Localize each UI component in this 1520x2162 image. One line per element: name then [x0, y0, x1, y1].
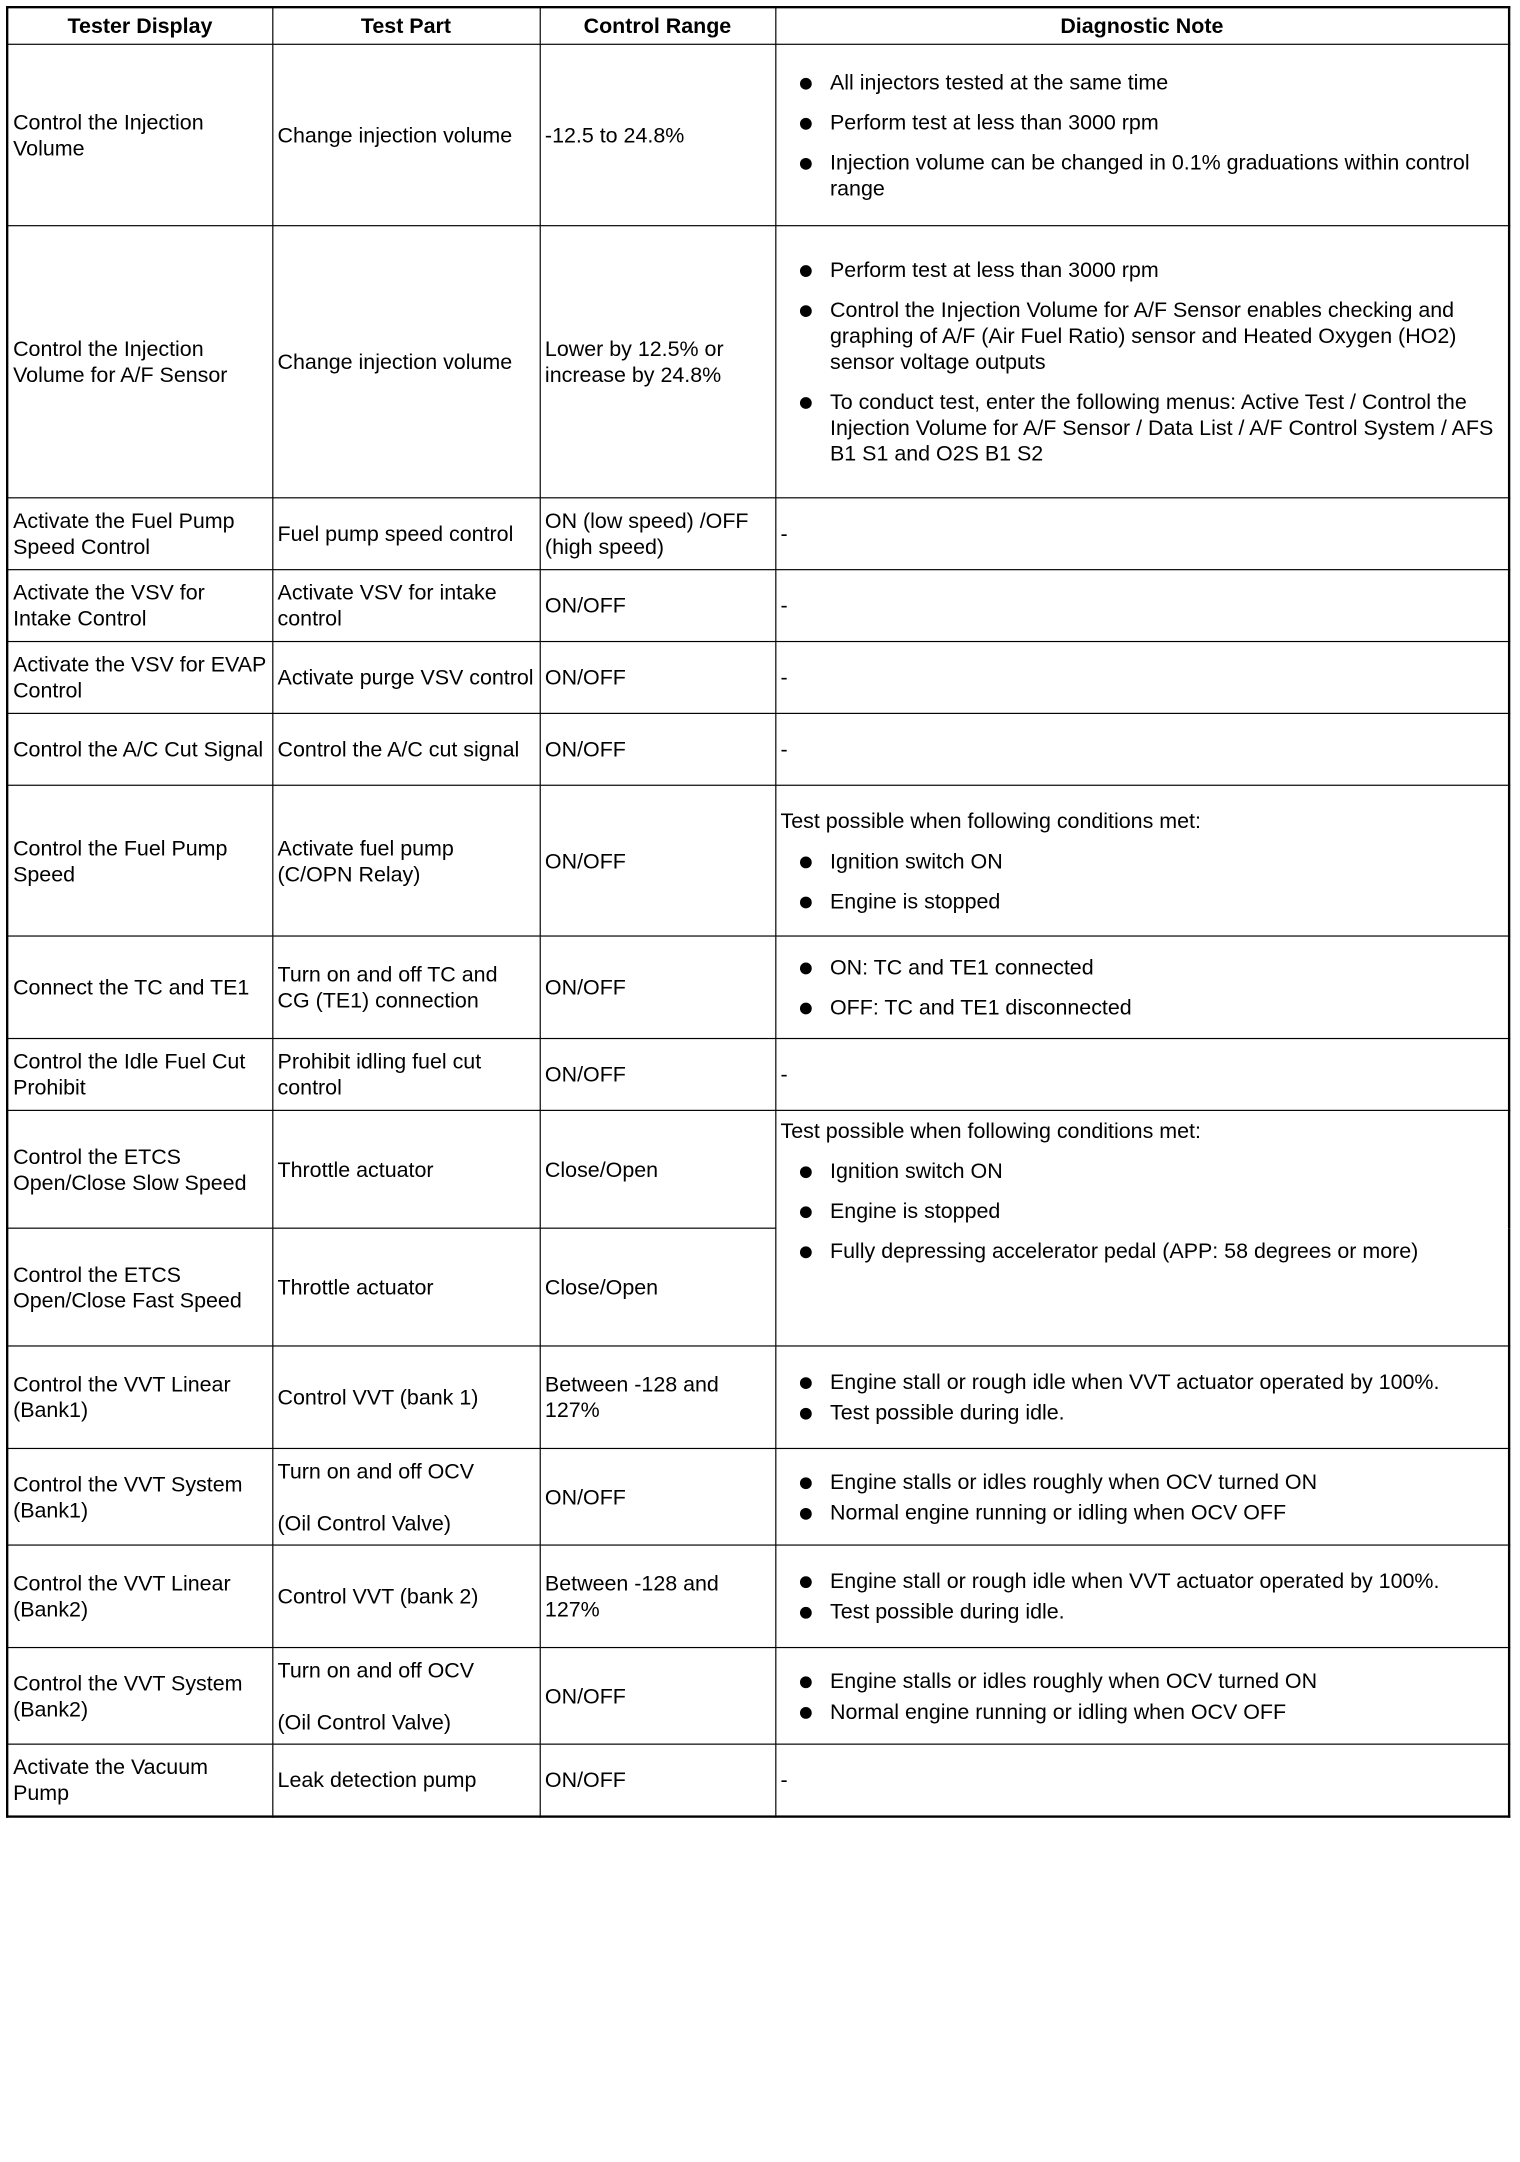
test-part-cell: Activate VSV for intake control [272, 570, 539, 642]
tester-display-cell: Control the Injection Volume [7, 44, 272, 225]
note-item: Engine is stopped [781, 888, 1504, 914]
test-part-cell: Prohibit idling fuel cut control [272, 1039, 539, 1111]
test-part-cell: Control VVT (bank 2) [272, 1545, 539, 1647]
tester-display-cell: Activate the Vacuum Pump [7, 1744, 272, 1816]
note-item: Fully depressing accelerator pedal (APP: 58 degrees or more) [781, 1238, 1504, 1264]
table-row [7, 713, 1509, 785]
note-item: Engine stalls or idles roughly when OCV turned ON [781, 1668, 1504, 1694]
diagnostic-note-cell [775, 1648, 1509, 1745]
table-row [7, 44, 1509, 225]
test-part-line: Turn on and off OCV [277, 1459, 475, 1483]
note-item: Ignition switch ON [781, 1158, 1504, 1184]
control-range-cell: Lower by 12.5% or increase by 24.8% [540, 226, 776, 498]
test-part-cell [272, 1448, 539, 1545]
table-row [7, 570, 1509, 642]
table-row [7, 1346, 1509, 1448]
note-list [781, 69, 1504, 201]
table-row [7, 642, 1509, 714]
note-item: Test possible during idle. [781, 1400, 1504, 1426]
table-row [7, 226, 1509, 498]
diagnostic-note-cell [775, 785, 1509, 936]
note-item: Engine is stopped [781, 1198, 1504, 1224]
note-item: OFF: TC and TE1 disconnected [781, 994, 1504, 1020]
test-part-line: Turn on and off OCV [277, 1658, 475, 1682]
tester-display-cell: Activate the VSV for Intake Control [7, 570, 272, 642]
tester-display-cell: Control the VVT Linear (Bank2) [7, 1545, 272, 1647]
table-row [7, 1110, 1509, 1228]
diagnostic-note-cell [775, 1346, 1509, 1448]
note-item: ON: TC and TE1 connected [781, 954, 1504, 980]
active-test-table-page [6, 6, 1520, 2162]
control-range-cell: ON/OFF [540, 936, 776, 1038]
table-row [7, 936, 1509, 1038]
table-row [7, 1039, 1509, 1111]
test-part-cell: Activate purge VSV control [272, 642, 539, 714]
control-range-cell: Close/Open [540, 1228, 776, 1346]
tester-display-cell: Control the Idle Fuel Cut Prohibit [7, 1039, 272, 1111]
note-item: All injectors tested at the same time [781, 69, 1504, 95]
note-item: Normal engine running or idling when OCV OFF [781, 1499, 1504, 1525]
note-list [781, 1369, 1504, 1426]
header-tester-display: Tester Display [7, 7, 272, 44]
test-part-cell: Fuel pump speed control [272, 498, 539, 570]
diagnostic-note-cell [775, 226, 1509, 498]
test-part-cell: Control the A/C cut signal [272, 713, 539, 785]
header-test-part: Test Part [272, 7, 539, 44]
tester-display-cell: Control the Fuel Pump Speed [7, 785, 272, 936]
note-item: Normal engine running or idling when OCV OFF [781, 1698, 1504, 1724]
note-item: To conduct test, enter the following menus: Active Test / Control the Injection Volume for A/F Sensor / Data List / A/F Control System / AFS B1 S1 and O2S B1 S2 [781, 389, 1504, 467]
control-range-cell: ON/OFF [540, 713, 776, 785]
tester-display-cell: Control the VVT System (Bank1) [7, 1448, 272, 1545]
note-intro: Test possible when following conditions met: [780, 808, 1201, 833]
test-part-cell: Turn on and off TC and CG (TE1) connection [272, 936, 539, 1038]
tester-display-cell: Control the ETCS Open/Close Slow Speed [7, 1110, 272, 1228]
control-range-cell: ON/OFF [540, 1648, 776, 1745]
table-row [7, 1448, 1509, 1545]
test-part-cell: Control VVT (bank 1) [272, 1346, 539, 1448]
control-range-cell: ON/OFF [540, 785, 776, 936]
test-part-cell: Activate fuel pump (C/OPN Relay) [272, 785, 539, 936]
note-list [781, 1468, 1504, 1525]
note-item: Control the Injection Volume for A/F Sensor enables checking and graphing of A/F (Air Fuel Ratio) sensor and Heated Oxygen (HO2) sensor voltage outputs [781, 297, 1504, 375]
tester-display-cell: Control the A/C Cut Signal [7, 713, 272, 785]
note-list [781, 848, 1504, 914]
test-part-cell: Change injection volume [272, 44, 539, 225]
control-range-cell: Close/Open [540, 1110, 776, 1228]
diagnostic-note-cell: - [775, 713, 1509, 785]
test-part-cell: Leak detection pump [272, 1744, 539, 1816]
note-item: Engine stall or rough idle when VVT actuator operated by 100%. [781, 1369, 1504, 1395]
tester-display-cell: Control the VVT Linear (Bank1) [7, 1346, 272, 1448]
test-part-cell [272, 1648, 539, 1745]
header-control-range: Control Range [540, 7, 776, 44]
tester-display-cell: Control the ETCS Open/Close Fast Speed [7, 1228, 272, 1346]
note-item: Injection volume can be changed in 0.1% graduations within control range [781, 149, 1504, 201]
control-range-cell: ON/OFF [540, 642, 776, 714]
tester-display-cell: Activate the Fuel Pump Speed Control [7, 498, 272, 570]
note-list [781, 1158, 1504, 1264]
control-range-cell: ON/OFF [540, 570, 776, 642]
diagnostic-note-cell: - [775, 642, 1509, 714]
test-part-line: (Oil Control Valve) [277, 1709, 451, 1734]
table-row [7, 1648, 1509, 1745]
control-range-cell: Between -128 and 127% [540, 1545, 776, 1647]
tester-display-cell: Control the VVT System (Bank2) [7, 1648, 272, 1745]
diagnostic-note-cell [775, 936, 1509, 1038]
diagnostic-note-cell [775, 44, 1509, 225]
diagnostic-note-cell [775, 1448, 1509, 1545]
control-range-cell: ON/OFF [540, 1448, 776, 1545]
diagnostic-note-cell: - [775, 498, 1509, 570]
tester-display-cell: Control the Injection Volume for A/F Sensor [7, 226, 272, 498]
note-list [781, 257, 1504, 467]
note-list [781, 1568, 1504, 1625]
table-row [7, 1744, 1509, 1816]
tester-display-cell: Connect the TC and TE1 [7, 936, 272, 1038]
header-row [7, 7, 1509, 44]
note-list [781, 954, 1504, 1020]
test-part-cell: Change injection volume [272, 226, 539, 498]
note-intro: Test possible when following conditions met: [780, 1119, 1201, 1143]
note-list [781, 1668, 1504, 1725]
note-item: Test possible during idle. [781, 1599, 1504, 1625]
table-row [7, 785, 1509, 936]
control-range-cell: ON/OFF [540, 1744, 776, 1816]
diagnostic-note-cell [775, 1110, 1509, 1346]
test-part-line: (Oil Control Valve) [277, 1510, 451, 1535]
note-item: Engine stall or rough idle when VVT actuator operated by 100%. [781, 1568, 1504, 1594]
note-item: Ignition switch ON [781, 848, 1504, 874]
diagnostic-note-cell: - [775, 1039, 1509, 1111]
table-row [7, 1545, 1509, 1647]
table-row [7, 498, 1509, 570]
control-range-cell: ON (low speed) /OFF (high speed) [540, 498, 776, 570]
diagnostic-note-cell: - [775, 1744, 1509, 1816]
diagnostic-note-cell [775, 1545, 1509, 1647]
diagnostic-note-cell: - [775, 570, 1509, 642]
control-range-cell: Between -128 and 127% [540, 1346, 776, 1448]
note-item: Perform test at less than 3000 rpm [781, 109, 1504, 135]
spacer [278, 1683, 535, 1709]
active-test-table [6, 6, 1510, 1817]
test-part-cell: Throttle actuator [272, 1110, 539, 1228]
spacer [278, 1484, 535, 1510]
note-item: Perform test at less than 3000 rpm [781, 257, 1504, 283]
note-item: Engine stalls or idles roughly when OCV turned ON [781, 1468, 1504, 1494]
header-diagnostic-note: Diagnostic Note [775, 7, 1509, 44]
control-range-cell: -12.5 to 24.8% [540, 44, 776, 225]
tester-display-cell: Activate the VSV for EVAP Control [7, 642, 272, 714]
test-part-cell: Throttle actuator [272, 1228, 539, 1346]
control-range-cell: ON/OFF [540, 1039, 776, 1111]
